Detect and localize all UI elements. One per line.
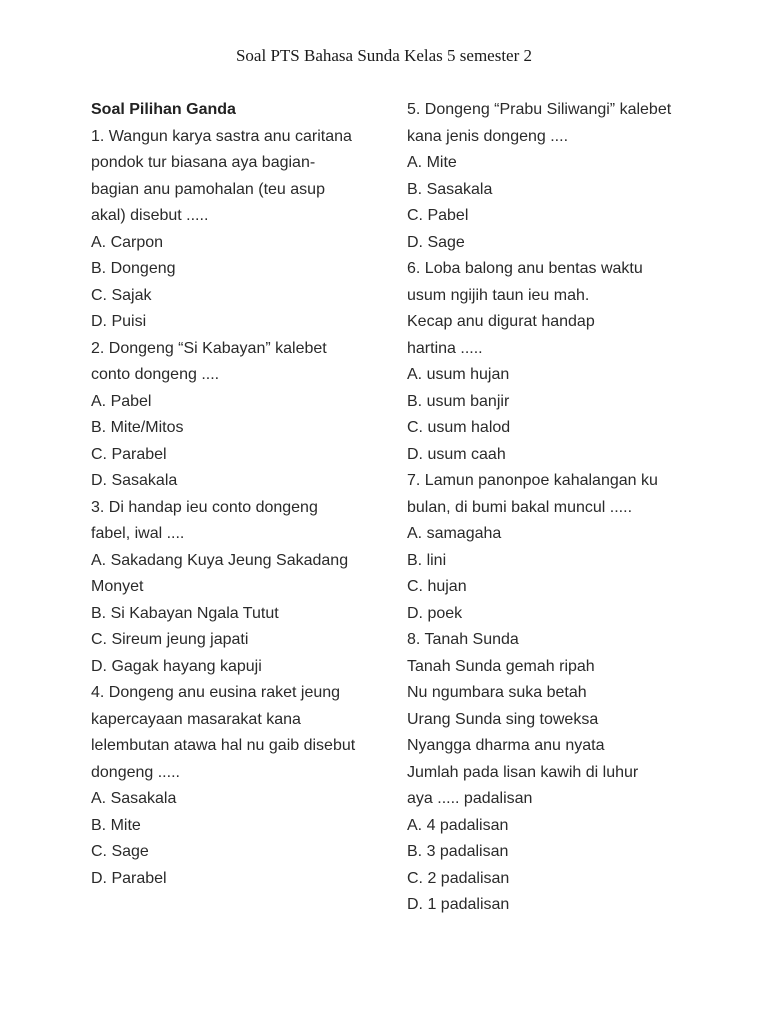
question-2-line: 2. Dongeng “Si Kabayan” kalebet (91, 339, 327, 357)
question-6-line: usum ngijih taun ieu mah. (407, 286, 590, 304)
question-4-line: kapercayaan masarakat kana (91, 710, 301, 728)
question-3-option: Monyet (91, 578, 144, 595)
question-8-line: Jumlah pada lisan kawih di luhur (407, 763, 639, 781)
question-4-line: lelembutan atawa hal nu gaib disebut (91, 737, 356, 754)
question-4-option: C. Sage (91, 843, 149, 860)
question-6-line: Kecap anu digurat handap (407, 313, 595, 330)
question-5-line: 5. Dongeng “Prabu Siliwangi” kalebet (407, 101, 672, 118)
question-8-option: B. 3 padalisan (407, 843, 509, 860)
question-8-line: 8. Tanah Sunda (407, 631, 519, 648)
question-3-option: B. Si Kabayan Ngala Tutut (91, 604, 279, 622)
question-5-option: A. Mite (407, 154, 457, 171)
question-1-option: B. Dongeng (91, 260, 176, 277)
question-6-option: B. usum banjir (407, 392, 510, 410)
question-4-option: A. Sasakala (91, 790, 177, 807)
left-column (91, 97, 381, 892)
question-2-option: C. Parabel (91, 445, 167, 463)
question-4-option: D. Parabel (91, 869, 167, 887)
question-8-option: A. 4 padalisan (407, 816, 509, 834)
question-7-option: C. hujan (407, 578, 467, 595)
question-5-line: kana jenis dongeng .... (407, 127, 569, 145)
question-4-option: B. Mite (91, 816, 141, 834)
question-7-line: bulan, di bumi bakal muncul ..... (407, 498, 633, 516)
question-8-option: C. 2 padalisan (407, 869, 510, 887)
question-7-option: D. poek (407, 604, 463, 622)
question-1-line: pondok tur biasana aya bagian- (91, 154, 316, 171)
question-1-line: akal) disebut ..... (91, 207, 209, 224)
section-heading: Soal Pilihan Ganda (91, 101, 236, 118)
question-6-line: 6. Loba balong anu bentas waktu (407, 260, 643, 277)
question-7-line: 7. Lamun panonpoe kahalangan ku (407, 472, 658, 489)
question-2-line: conto dongeng .... (91, 366, 220, 383)
question-6-option: D. usum caah (407, 445, 506, 463)
question-6-line: hartina ..... (407, 339, 483, 357)
question-5-option: D. Sage (407, 233, 465, 251)
question-6-option: C. usum halod (407, 419, 511, 436)
question-7-option: B. lini (407, 551, 447, 569)
question-3-option: D. Gagak hayang kapuji (91, 657, 262, 675)
question-7-option: A. samagaha (407, 525, 502, 542)
question-2-option: D. Sasakala (91, 472, 178, 489)
right-column (407, 97, 707, 919)
page-title: Soal PTS Bahasa Sunda Kelas 5 semester 2 (235, 46, 533, 65)
question-1-line: bagian anu pamohalan (teu asup (91, 180, 325, 198)
question-5-option: B. Sasakala (407, 180, 493, 198)
question-8-poem-line: Nyangga dharma anu nyata (407, 737, 605, 754)
question-8-line: aya ..... padalisan (407, 790, 533, 807)
question-3-line: 3. Di handap ieu conto dongeng (91, 498, 318, 516)
question-8-poem-line: Tanah Sunda gemah ripah (407, 657, 595, 675)
question-6-option: A. usum hujan (407, 366, 510, 383)
question-8-option: D. 1 padalisan (407, 896, 510, 913)
question-1-option: A. Carpon (91, 233, 164, 251)
question-3-line: fabel, iwal .... (91, 525, 185, 542)
question-3-option: A. Sakadang Kuya Jeung Sakadang (91, 551, 349, 569)
question-3-option: C. Sireum jeung japati (91, 631, 249, 648)
question-8-poem-line: Nu ngumbara suka betah (407, 684, 587, 701)
question-2-option: A. Pabel (91, 392, 152, 410)
question-2-option: B. Mite/Mitos (91, 419, 184, 436)
question-8-poem-line: Urang Sunda sing toweksa (407, 710, 599, 728)
question-4-line: 4. Dongeng anu eusina raket jeung (91, 684, 341, 701)
question-1-option: D. Puisi (91, 313, 147, 330)
question-1-option: C. Sajak (91, 286, 152, 304)
question-5-option: C. Pabel (407, 207, 469, 224)
question-4-line: dongeng ..... (91, 763, 180, 781)
question-1-line: 1. Wangun karya sastra anu caritana (91, 127, 352, 145)
